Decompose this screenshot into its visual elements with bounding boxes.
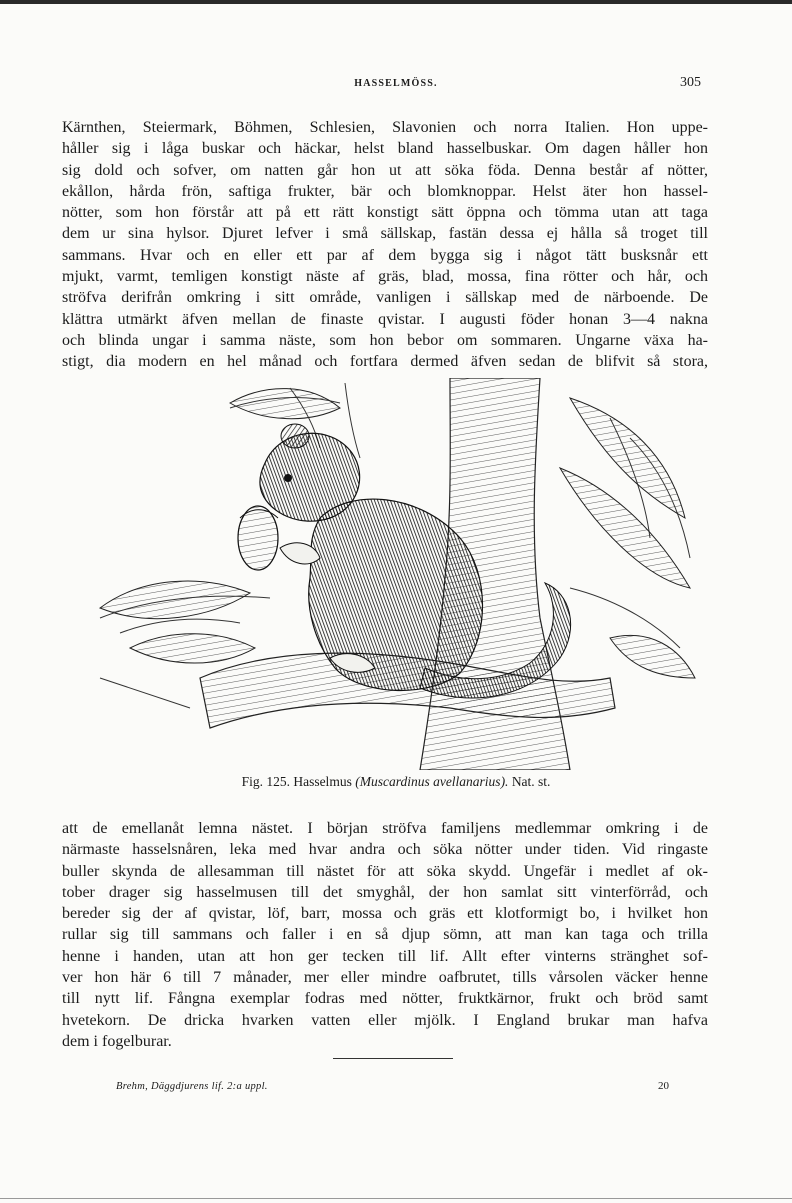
paragraph-top bbox=[62, 117, 708, 373]
page-number: 305 bbox=[680, 75, 701, 90]
text-line: sig dold och sofver, om natten går hon ut att söka föda. Denna består af nötter, bbox=[62, 161, 708, 179]
footer-rule bbox=[333, 1058, 453, 1059]
text-line: att de emellanåt lemna nästet. I början ströfva familjens medlemmar omkring i de bbox=[62, 820, 708, 837]
scan-bottom-edge bbox=[0, 1198, 792, 1199]
text-line: ver hon här 6 till 7 månader, mer eller mindre oafbrutet, tills vårsolen väcker henne bbox=[62, 969, 708, 987]
text-line: sammans. Hvar och en eller ett par af dem bygga sig i något tätt busksnår ett bbox=[62, 246, 708, 264]
scan-top-edge bbox=[0, 0, 792, 4]
text-line: buller skynda de allesamman till nästet för att söka skydd. Ungefär i medlet af ok- bbox=[62, 862, 708, 880]
running-title: HASSELMÖSS. bbox=[354, 78, 438, 89]
figure-caption bbox=[0, 774, 792, 790]
text-line: ströfva derifrån omkring i sitt område, vanligen i sällskap med de närboende. De bbox=[62, 289, 708, 307]
text-line: tober drager sig hasselmusen till det smyghål, der hon samlat sitt vinterförråd, och bbox=[62, 883, 708, 901]
text-line: ekållon, hårda frön, saftiga frukter, bär och blomknoppar. Helst äter hon hassel- bbox=[62, 182, 708, 200]
caption-species: (Muscardinus avellanarius). bbox=[355, 774, 509, 789]
text-line: hvetekorn. De dricka hvarken vatten eller mjölk. I England brukar man hafva bbox=[62, 1011, 708, 1029]
text-line: dem i fogelburar. bbox=[62, 1032, 172, 1050]
text-line: klättra utmärkt äfven mellan de finaste qvistar. I augusti föder honan 3—4 nakna bbox=[62, 310, 708, 328]
text-line: henne i handen, utan att hon ger tecken till lif. Allt efter vinterns stränghet sof- bbox=[62, 947, 708, 965]
text-line: närmaste hasselsnåren, leka med hvar andra och söka nötter under tiden. Vid ringaste bbox=[62, 841, 708, 859]
text-line: håller sig i låga buskar och häckar, helst bland hasselbuskar. Om dagen håller hon bbox=[62, 140, 708, 158]
text-line: dem ur sina hylsor. Djuret lefver i små sällskap, fastän dessa ej hålla så troget till bbox=[62, 225, 708, 243]
dormouse-eye bbox=[284, 474, 292, 482]
text-line: och blinda ungar i samma näste, som hon bebor om sommaren. Ungarne växa ha- bbox=[62, 331, 708, 349]
footer-book-title: Brehm, Däggdjurens lif. 2:a uppl. bbox=[116, 1081, 268, 1092]
dormouse-illustration bbox=[90, 378, 700, 770]
footer-signature: 20 bbox=[658, 1080, 669, 1092]
dormouse-head bbox=[260, 433, 360, 521]
text-line: rullar sig till sammans och faller i en så djup sömn, att man kan taga och trilla bbox=[62, 926, 708, 944]
dormouse-ear bbox=[281, 424, 309, 448]
text-line: Kärnthen, Steiermark, Böhmen, Schlesien, Slavonien och norra Italien. Hon uppe- bbox=[62, 119, 708, 136]
caption-prefix: Fig. 125. Hasselmus bbox=[241, 774, 352, 789]
text-line: stigt, dia modern en hel månad och fortfara dermed äfven sedan de blifvit så stora, bbox=[62, 353, 708, 371]
hazelnut bbox=[238, 506, 278, 570]
text-line: nötter, som hon förstår att på ett rätt konstigt sätt öppna och tömma utan att taga bbox=[62, 204, 708, 222]
paragraph-bottom bbox=[62, 818, 708, 1052]
text-line: mjukt, varmt, temligen konstigt näste af gräs, blad, mossa, fina rötter och hår, och bbox=[62, 268, 708, 286]
text-line: till nytt lif. Fångna exemplar fodras med nötter, fruktkärnor, frukt och bröd samt bbox=[62, 990, 708, 1008]
caption-suffix: Nat. st. bbox=[511, 774, 551, 789]
text-line: bereder sig der af qvistar, löf, barr, mossa och gräs ett klotformigt bo, i hvilket hon bbox=[62, 905, 708, 923]
